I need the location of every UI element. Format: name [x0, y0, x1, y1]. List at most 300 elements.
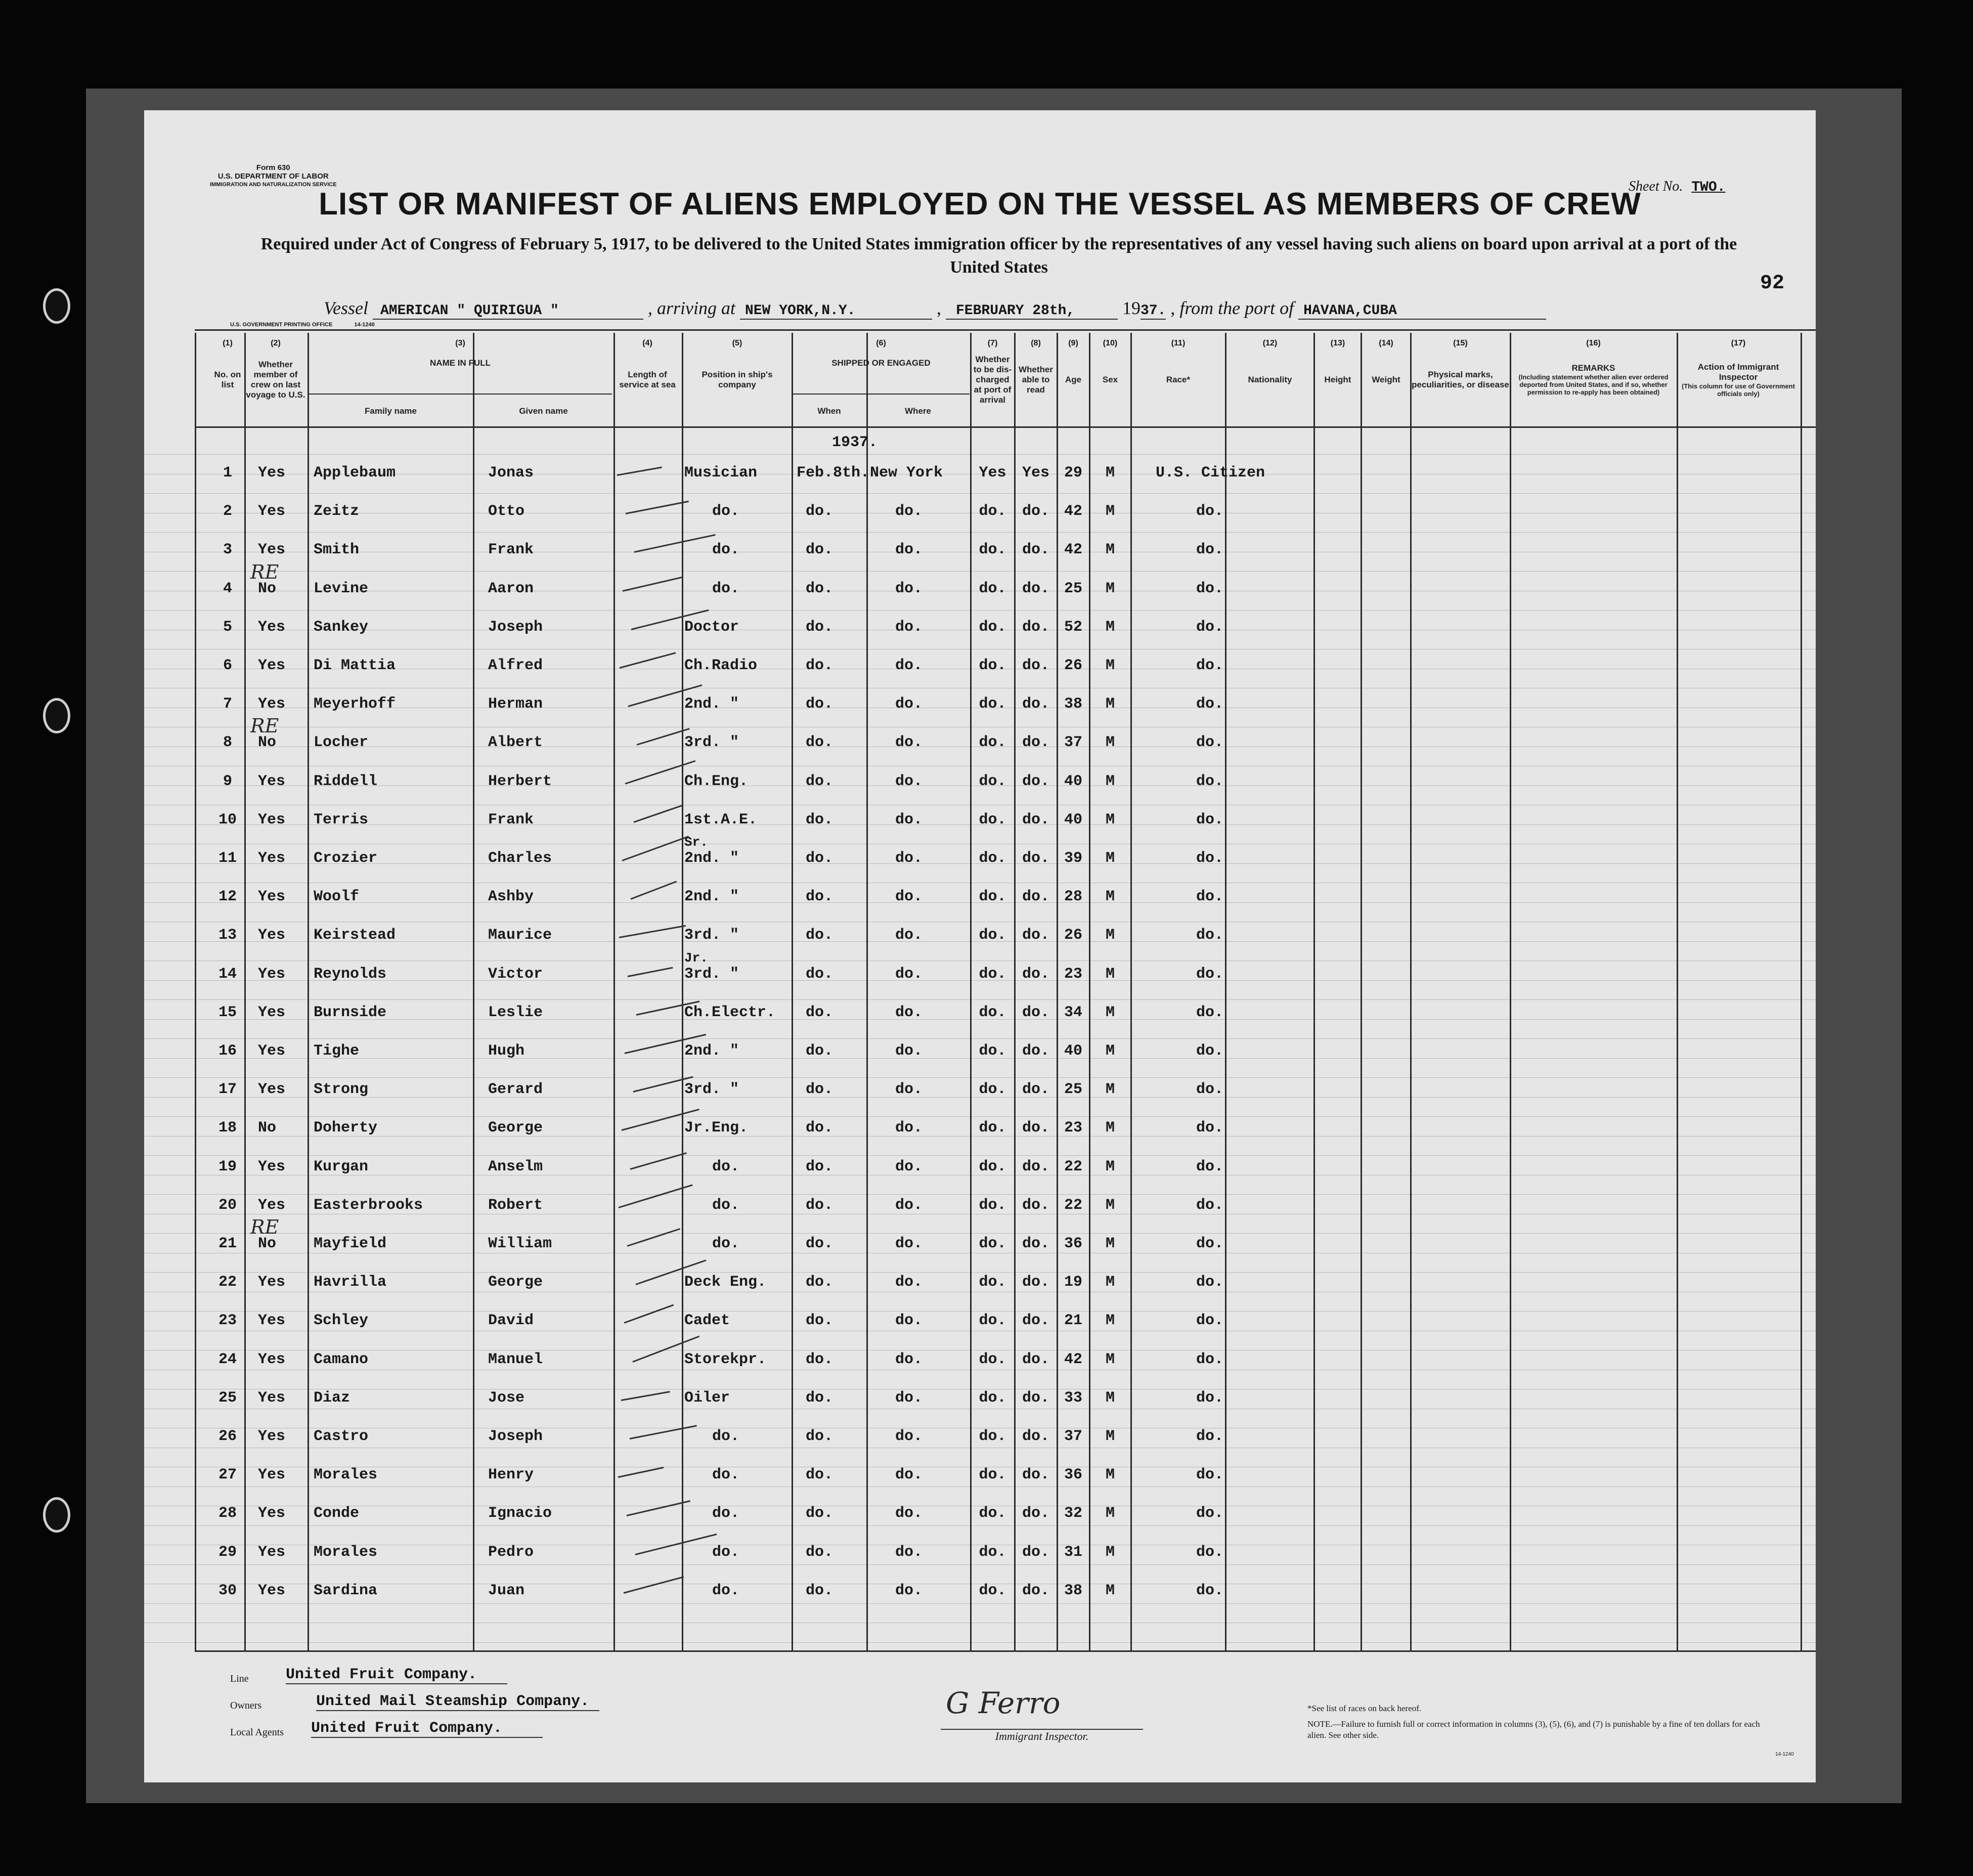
cell-discharged: do. [979, 695, 1006, 713]
cell-no: 19 [218, 1158, 237, 1175]
cell-where: do. [895, 1428, 923, 1445]
cell-race: do. [1196, 1119, 1224, 1137]
cell-prior-voyage: Yes [258, 1428, 286, 1445]
cell-when: do. [806, 695, 834, 713]
arrival-year: 37. [1141, 303, 1166, 319]
cell-position: 1st.A.E. [684, 811, 758, 828]
cell-position: do. [712, 1466, 740, 1484]
cell-position: do. [712, 1158, 740, 1175]
cell-no: 3 [223, 541, 232, 558]
column-number: (2) [271, 339, 281, 347]
column-number: (7) [987, 339, 998, 347]
column-number: (17) [1731, 339, 1746, 347]
cell-position: Storekpr. [684, 1351, 767, 1368]
cell-family-name: Burnside [314, 1004, 387, 1021]
cell-able-read: do. [1022, 850, 1049, 867]
cell-when: do. [806, 1389, 834, 1407]
header-age: Age [1065, 374, 1082, 384]
cell-discharged: do. [979, 1544, 1006, 1561]
cell-where: do. [895, 657, 923, 674]
cell-family-name: Doherty [314, 1119, 378, 1137]
cell-prior-voyage: Yes [258, 657, 286, 674]
cell-family-name: Zeitz [314, 503, 360, 520]
cell-family-name: Locher [314, 734, 369, 751]
cell-able-read: do. [1022, 619, 1049, 636]
cell-able-read: do. [1022, 695, 1049, 713]
ruled-line [144, 1155, 1816, 1156]
cell-no: 16 [218, 1042, 237, 1060]
service-check-mark [628, 967, 673, 977]
service-check-mark [627, 1500, 690, 1516]
departure-port: HAVANA,CUBA [1298, 303, 1546, 320]
ruled-line [144, 493, 1816, 494]
cell-given-name: William [488, 1235, 552, 1252]
header-family-name: Family name [365, 406, 417, 416]
cell-where: do. [895, 1312, 923, 1329]
column-number: (11) [1171, 339, 1186, 347]
cell-able-read: do. [1022, 1004, 1049, 1021]
handwritten-annotation: RE [250, 1216, 279, 1238]
cell-when: do. [806, 1042, 834, 1060]
cell-age: 29 [1064, 464, 1082, 482]
cell-family-name: Meyerhoff [314, 695, 396, 713]
inspector-signature: G Ferro [946, 1686, 1061, 1720]
cell-no: 11 [218, 850, 237, 867]
binder-hole [43, 698, 70, 733]
cell-where: do. [895, 927, 923, 944]
cell-sex: M [1105, 1428, 1115, 1445]
cell-age: 33 [1064, 1389, 1082, 1407]
cell-family-name: Applebaum [314, 464, 396, 482]
cell-prior-voyage: Yes [258, 1505, 286, 1522]
cell-given-name: Ashby [488, 888, 534, 905]
header-length-service: Length of service at sea [619, 369, 676, 389]
cell-age: 42 [1064, 541, 1082, 558]
header-physical-marks: Physical marks, peculiarities, or disease [1412, 369, 1509, 389]
cell-able-read: do. [1022, 1197, 1049, 1214]
column-number: (3) [455, 339, 465, 347]
cell-family-name: Crozier [314, 850, 378, 867]
cell-sex: M [1105, 773, 1115, 790]
cell-given-name: Gerard [488, 1081, 543, 1098]
cell-position: do. [712, 1505, 740, 1522]
cell-race: do. [1196, 1042, 1224, 1060]
name-subheader-rule [309, 394, 612, 395]
cell-when: do. [806, 1582, 834, 1599]
cell-position: do. [712, 1428, 740, 1445]
header-action [1678, 333, 1799, 426]
cell-when: do. [806, 734, 834, 751]
cell-discharged: do. [979, 1158, 1006, 1175]
cell-where: do. [895, 1582, 923, 1599]
cell-given-name: Anselm [488, 1158, 543, 1175]
year-prefix: 19 [1122, 298, 1141, 318]
ruled-line [144, 1116, 1816, 1117]
cell-position: 3rd. " [684, 966, 739, 983]
form-department: U.S. DEPARTMENT OF LABOR [217, 172, 329, 181]
cell-sex: M [1105, 657, 1115, 674]
cell-race: do. [1196, 1312, 1224, 1329]
cell-discharged: do. [979, 503, 1006, 520]
cell-discharged: do. [979, 1582, 1006, 1599]
cell-sex: M [1105, 1158, 1115, 1175]
cell-race: do. [1196, 1389, 1224, 1407]
cell-where: do. [895, 1042, 923, 1060]
cell-age: 36 [1064, 1466, 1082, 1484]
cell-discharged: do. [979, 1428, 1006, 1445]
cell-age: 31 [1064, 1544, 1082, 1561]
header-name-in-full: NAME IN FULL [430, 358, 491, 368]
cell-given-name: Pedro [488, 1544, 534, 1561]
cell-family-name: Levine [314, 580, 369, 597]
cell-when: do. [806, 1274, 834, 1291]
cell-sex: M [1105, 464, 1115, 482]
column-rule [1089, 333, 1090, 1650]
cell-no: 21 [218, 1235, 237, 1252]
cell-prior-voyage: Yes [258, 1389, 286, 1407]
page-subtitle: Required under Act of Congress of February 5, 1917, to be delivered to the United States immigration officer by the representatives of any vessel having such aliens on board upon arrival at a port of the United States [260, 235, 1737, 277]
cell-sex: M [1105, 1235, 1115, 1252]
cell-where: do. [895, 811, 923, 828]
header-position: Position in ship's company [701, 369, 773, 389]
footer-agents [230, 1720, 503, 1738]
cell-position: do. [712, 1235, 740, 1252]
cell-race: do. [1196, 503, 1224, 520]
cell-able-read: do. [1022, 1312, 1049, 1329]
cell-when: Feb.8th. [797, 464, 870, 482]
cell-prior-voyage: Yes [258, 695, 286, 713]
service-check-mark [623, 577, 683, 592]
cell-race: do. [1196, 888, 1224, 905]
column-number: (4) [642, 339, 652, 347]
header-sex: Sex [1102, 374, 1118, 384]
cell-age: 37 [1064, 1428, 1082, 1445]
cell-when: do. [806, 1081, 834, 1098]
cell-position: do. [712, 1197, 740, 1214]
column-number: (9) [1068, 339, 1078, 347]
cell-able-read: do. [1022, 1235, 1049, 1252]
cell-no: 7 [223, 695, 232, 713]
form-service: IMMIGRATION AND NATURALIZATION SERVICE [210, 182, 337, 188]
cell-position: 3rd. " [684, 927, 739, 944]
cell-age: 38 [1064, 695, 1082, 713]
cell-given-name: Herbert [488, 773, 552, 790]
cell-when: do. [806, 850, 834, 867]
cell-able-read: do. [1022, 734, 1049, 751]
ruled-line [144, 532, 1816, 533]
arriving-label: , arriving at [647, 298, 735, 318]
cell-discharged: do. [979, 619, 1006, 636]
cell-prior-voyage: No [258, 580, 277, 597]
column-rule [682, 333, 683, 1650]
footer-code: 14-1240 [1775, 1752, 1794, 1757]
cell-age: 25 [1064, 1081, 1082, 1098]
cell-prior-voyage: Yes [258, 811, 286, 828]
cell-prior-voyage: Yes [258, 1582, 286, 1599]
cell-where: do. [895, 1197, 923, 1214]
cell-discharged: do. [979, 850, 1006, 867]
page-number: 92 [1760, 272, 1785, 295]
cell-able-read: do. [1022, 811, 1049, 828]
agents-value: United Fruit Company. [311, 1720, 543, 1738]
cell-when: do. [806, 1544, 834, 1561]
cell-prior-voyage: Yes [258, 1544, 286, 1561]
ruled-line [144, 571, 1816, 572]
header-able-read: Whether able to read [1019, 364, 1053, 395]
cell-sex: M [1105, 503, 1115, 520]
cell-where: do. [895, 1544, 923, 1561]
cell-age: 39 [1064, 850, 1082, 867]
cell-position: do. [712, 580, 740, 597]
cell-able-read: do. [1022, 1389, 1049, 1407]
cell-when: do. [806, 1351, 834, 1368]
cell-discharged: do. [979, 1466, 1006, 1484]
cell-position: 2nd. " [684, 695, 739, 713]
cell-no: 26 [218, 1428, 237, 1445]
cell-age: 26 [1064, 657, 1082, 674]
ruled-line [144, 1525, 1816, 1526]
column-rule [473, 333, 474, 1650]
header-shipped: SHIPPED OR ENGAGED [831, 358, 931, 368]
cell-age: 25 [1064, 580, 1082, 597]
cell-when: do. [806, 1312, 834, 1329]
cell-position: Ch.Radio [684, 657, 758, 674]
footer-owners [230, 1693, 590, 1712]
ruled-line [144, 1311, 1816, 1312]
cell-able-read: do. [1022, 580, 1049, 597]
column-rule [792, 333, 793, 1650]
footer-line [230, 1666, 477, 1685]
cell-age: 19 [1064, 1274, 1082, 1291]
cell-prior-voyage: Yes [258, 1004, 286, 1021]
column-rule [970, 333, 972, 1650]
cell-age: 22 [1064, 1158, 1082, 1175]
binder-hole [43, 288, 70, 324]
cell-age: 40 [1064, 811, 1082, 828]
column-number: (1) [223, 339, 233, 347]
cell-family-name: Riddell [314, 773, 378, 790]
cell-no: 17 [218, 1081, 237, 1098]
cell-discharged: do. [979, 1004, 1006, 1021]
cell-no: 14 [218, 966, 237, 983]
cell-race: do. [1196, 927, 1224, 944]
cell-discharged: do. [979, 927, 1006, 944]
cell-when: do. [806, 1119, 834, 1137]
cell-position: Musician [684, 464, 758, 482]
cell-family-name: Conde [314, 1505, 360, 1522]
column-rule [1510, 333, 1511, 1650]
cell-when: do. [806, 1158, 834, 1175]
header-discharged: Whether to be dis-charged at port of arrival [973, 354, 1012, 405]
cell-given-name: Ignacio [488, 1505, 552, 1522]
cell-age: 26 [1064, 927, 1082, 944]
cell-race: do. [1196, 541, 1224, 558]
cell-race: do. [1196, 1158, 1224, 1175]
cell-given-name: Jonas [488, 464, 534, 482]
cell-given-name: Hugh [488, 1042, 525, 1060]
cell-prior-voyage: Yes [258, 1274, 286, 1291]
handwritten-annotation: RE [250, 561, 279, 583]
cell-position: Deck Eng. [684, 1274, 767, 1291]
cell-no: 25 [218, 1389, 237, 1407]
cell-age: 52 [1064, 619, 1082, 636]
cell-no: 5 [223, 619, 232, 636]
cell-when: do. [806, 1004, 834, 1021]
column-rule [1057, 333, 1058, 1650]
cell-position: Ch.Electr. [684, 1004, 776, 1021]
cell-race: do. [1196, 773, 1224, 790]
cell-given-name: Frank [488, 541, 534, 558]
cell-sex: M [1105, 1119, 1115, 1137]
cell-race: do. [1196, 1235, 1224, 1252]
cell-sex: M [1105, 1004, 1115, 1021]
cell-race: do. [1196, 1274, 1224, 1291]
cell-sex: M [1105, 1351, 1115, 1368]
cell-race: do. [1196, 734, 1224, 751]
cell-discharged: Yes [979, 464, 1006, 482]
cell-given-name: David [488, 1312, 534, 1329]
cell-where: do. [895, 773, 923, 790]
printer-code: 14-1240 [354, 322, 375, 328]
cell-where: do. [895, 503, 923, 520]
cell-where: do. [895, 966, 923, 983]
cell-position: 3rd. " [684, 734, 739, 751]
cell-no: 29 [218, 1544, 237, 1561]
cell-given-name: George [488, 1119, 543, 1137]
cell-family-name: Morales [314, 1544, 378, 1561]
cell-age: 32 [1064, 1505, 1082, 1522]
cell-age: 23 [1064, 1119, 1082, 1137]
cell-given-name: Aaron [488, 580, 534, 597]
arrival-port: NEW YORK,N.Y. [740, 303, 932, 320]
cell-discharged: do. [979, 580, 1006, 597]
cell-sex: M [1105, 850, 1115, 867]
cell-age: 37 [1064, 734, 1082, 751]
binder-hole [43, 1497, 70, 1533]
cell-sex: M [1105, 927, 1115, 944]
cell-race: do. [1196, 1544, 1224, 1561]
cell-where: do. [895, 695, 923, 713]
cell-discharged: do. [979, 657, 1006, 674]
cell-no: 30 [218, 1582, 237, 1599]
service-check-mark [624, 1304, 674, 1324]
cell-when: do. [806, 619, 834, 636]
ruled-line [144, 1233, 1816, 1234]
action-label: Action of Immigrant Inspector [1697, 362, 1779, 382]
header-height: Height [1324, 374, 1351, 384]
service-check-mark [634, 805, 683, 823]
cell-prior-voyage: Yes [258, 888, 286, 905]
cell-no: 20 [218, 1197, 237, 1214]
cell-when: do. [806, 1197, 834, 1214]
action-note: (This column for use of Government officials only) [1682, 382, 1795, 398]
ruled-line [144, 1194, 1816, 1195]
service-check-mark [619, 925, 686, 938]
cell-race: do. [1196, 657, 1224, 674]
cell-where: do. [895, 1235, 923, 1252]
ruled-line [144, 999, 1816, 1000]
cell-family-name: Kurgan [314, 1158, 369, 1175]
cell-race: do. [1196, 619, 1224, 636]
cell-sex: M [1105, 1389, 1115, 1407]
cell-family-name: Morales [314, 1466, 378, 1484]
cell-where: do. [895, 1158, 923, 1175]
cell-sex: M [1105, 966, 1115, 983]
cell-prior-voyage: Yes [258, 773, 286, 790]
cell-sex: M [1105, 1505, 1115, 1522]
cell-where: do. [895, 1466, 923, 1484]
year-note: 1937. [832, 434, 878, 451]
cell-age: 40 [1064, 773, 1082, 790]
cell-able-read: do. [1022, 773, 1049, 790]
cell-age: 21 [1064, 1312, 1082, 1329]
header-weight: Weight [1372, 374, 1400, 384]
cell-given-name: Joseph [488, 1428, 543, 1445]
cell-able-read: do. [1022, 1544, 1049, 1561]
printer-mark [230, 322, 375, 328]
column-number: (13) [1330, 339, 1345, 347]
ruled-line [144, 1038, 1816, 1039]
cell-when: do. [806, 888, 834, 905]
header-race: Race* [1166, 374, 1191, 384]
column-number: (12) [1262, 339, 1278, 347]
cell-when: do. [806, 1505, 834, 1522]
cell-where: do. [895, 619, 923, 636]
arrival-date: FEBRUARY 28th, [946, 303, 1118, 320]
cell-given-name: Albert [488, 734, 543, 751]
cell-able-read: Yes [1022, 464, 1049, 482]
cell-no: 12 [218, 888, 237, 905]
cell-no: 6 [223, 657, 232, 674]
cell-prior-voyage: Yes [258, 503, 286, 520]
cell-family-name: Castro [314, 1428, 369, 1445]
cell-when: do. [806, 1235, 834, 1252]
cell-sex: M [1105, 1274, 1115, 1291]
column-number: (16) [1586, 339, 1601, 347]
cell-when: do. [806, 503, 834, 520]
cell-race: do. [1196, 695, 1224, 713]
cell-where: do. [895, 1505, 923, 1522]
cell-discharged: do. [979, 1235, 1006, 1252]
cell-discharged: do. [979, 1351, 1006, 1368]
header-given-name: Given name [519, 406, 568, 416]
cell-race: do. [1196, 966, 1224, 983]
cell-family-name: Reynolds [314, 966, 387, 983]
cell-prior-voyage: Yes [258, 1312, 286, 1329]
from-label: , from the port of [1170, 298, 1294, 318]
cell-able-read: do. [1022, 1466, 1049, 1484]
cell-sex: M [1105, 734, 1115, 751]
cell-where: do. [895, 1004, 923, 1021]
cell-no: 9 [223, 773, 232, 790]
sheet-value: TWO. [1691, 180, 1726, 195]
cell-sex: M [1105, 888, 1115, 905]
cell-able-read: do. [1022, 927, 1049, 944]
cell-family-name: Mayfield [314, 1235, 387, 1252]
column-number: (5) [732, 339, 742, 347]
column-rule [1225, 333, 1226, 1650]
service-check-mark [622, 836, 689, 861]
service-check-mark [624, 1576, 684, 1594]
cell-family-name: Havrilla [314, 1274, 387, 1291]
header-remarks [1511, 333, 1676, 426]
column-rule [195, 333, 196, 1650]
cell-discharged: do. [979, 773, 1006, 790]
cell-age: 36 [1064, 1235, 1082, 1252]
cell-when: do. [806, 1466, 834, 1484]
cell-where: do. [895, 888, 923, 905]
cell-position: do. [712, 1582, 740, 1599]
